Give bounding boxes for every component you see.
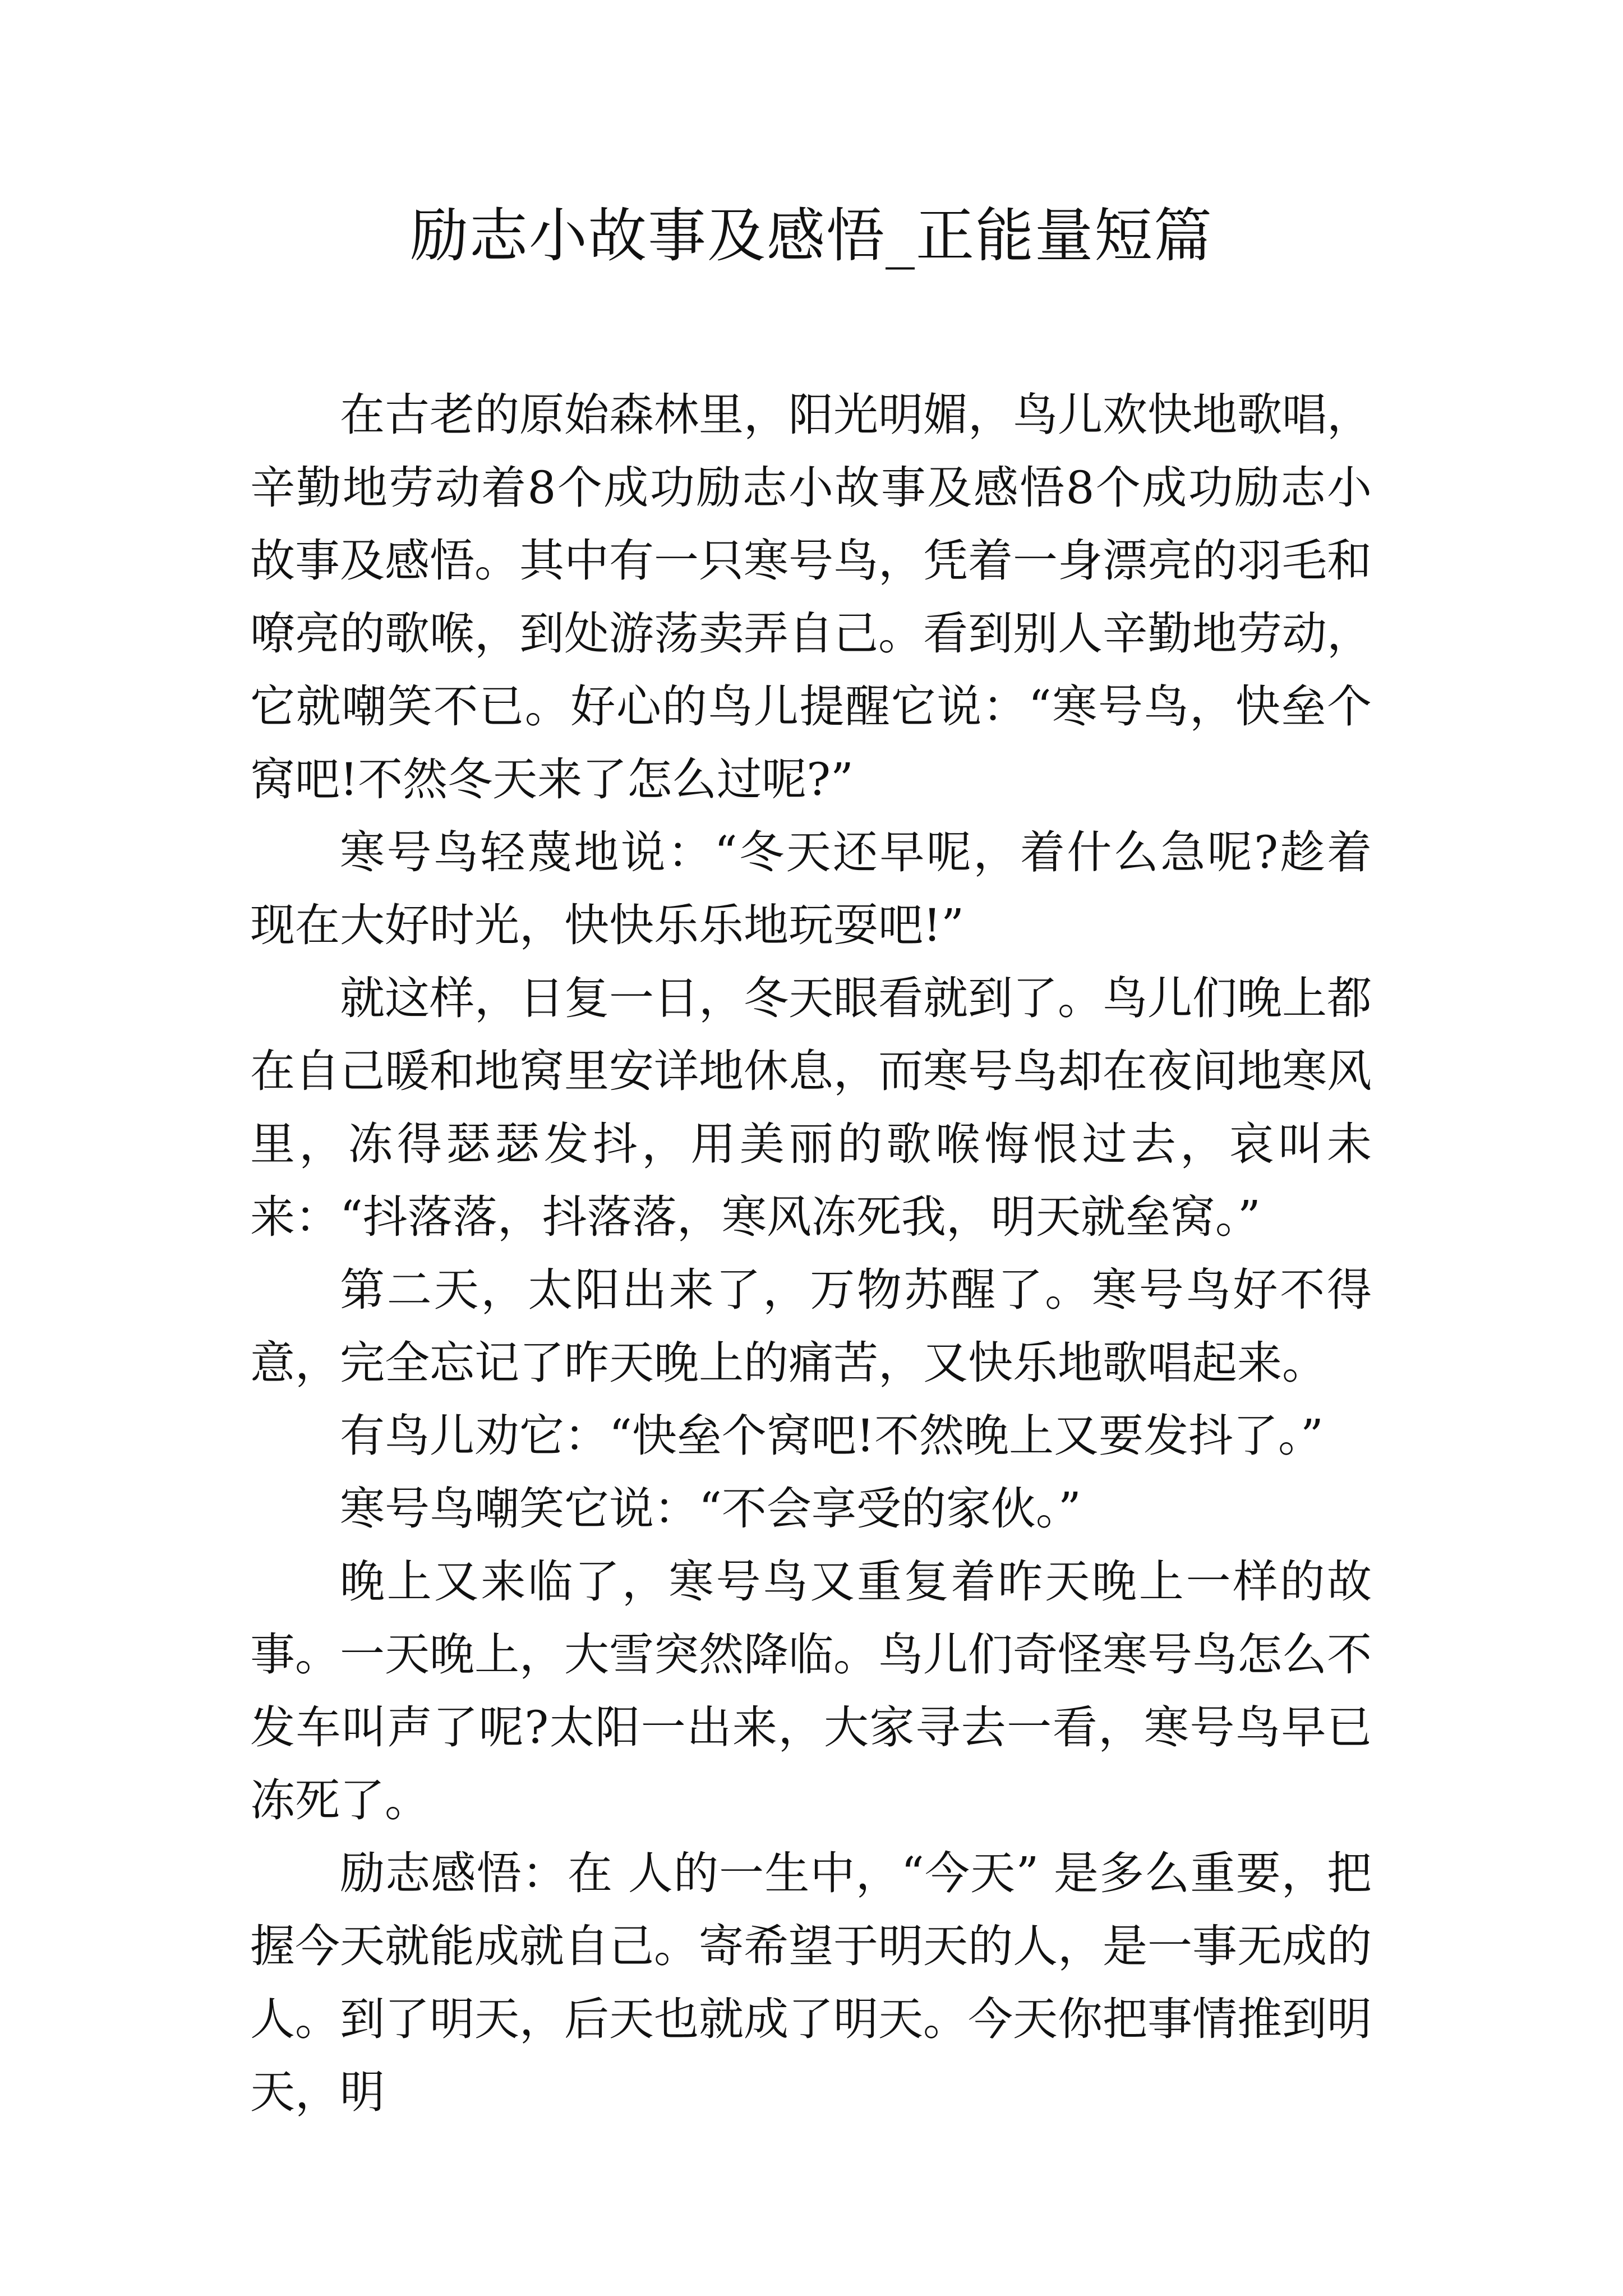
paragraph: 第二天，太阳出来了，万物苏醒了。寒号鸟好不得意，完全忘记了昨天晚上的痛苦，又快乐地歌唱起来。	[250, 1264, 1372, 1389]
document-body	[250, 379, 1372, 2129]
paragraph: 晚上又来临了，寒号鸟又重复着昨天晚上一样的故事。一天晚上，大雪突然降临。鸟儿们奇怪寒号鸟怎么不发车叫声了呢?太阳一出来，大家寻去一看，寒号鸟早已冻死了。	[250, 1556, 1372, 1826]
paragraph: 寒号鸟嘲笑它说：“不会享受的家伙。”	[340, 1483, 1081, 1535]
paragraph: 就这样，日复一日，冬天眼看就到了。鸟儿们晚上都在自己暖和地窝里安详地休息，而寒号鸟却在夜间地寒风里，冻得瑟瑟发抖，用美丽的歌喉悔恨过去，哀叫未来：“抖落落，抖落落，寒风冻死我，明天就垒窝。”	[250, 972, 1372, 1243]
paragraph: 寒号鸟轻蔑地说：“冬天还早呢，着什么急呢?趁着现在大好时光，快快乐乐地玩耍吧!”	[250, 826, 1372, 951]
document-title: 励志小故事及感悟_正能量短篇	[409, 201, 1213, 270]
paragraph: 励志感悟：在 人的一生中，“今天” 是多么重要，把握今天就能成就自己。寄希望于明天的人，是一事无成的人。到了明天，后天也就成了明天。今天你把事情推到明天，明	[250, 1847, 1372, 2118]
paragraph: 在古老的原始森林里，阳光明媚，鸟儿欢快地歌唱，辛勤地劳动着8个成功励志小故事及感悟8个成功励志小故事及感悟。其中有一只寒号鸟，凭着一身漂亮的羽毛和嘹亮的歌喉，到处游荡卖弄自己。看到别人辛勤地劳动，它就嘲笑不已。好心的鸟儿提醒它说：“寒号鸟，快垒个窝吧!不然冬天来了怎么过呢?”	[250, 389, 1372, 806]
paragraph: 有鸟儿劝它：“快垒个窝吧!不然晚上又要发抖了。”	[340, 1410, 1324, 1462]
